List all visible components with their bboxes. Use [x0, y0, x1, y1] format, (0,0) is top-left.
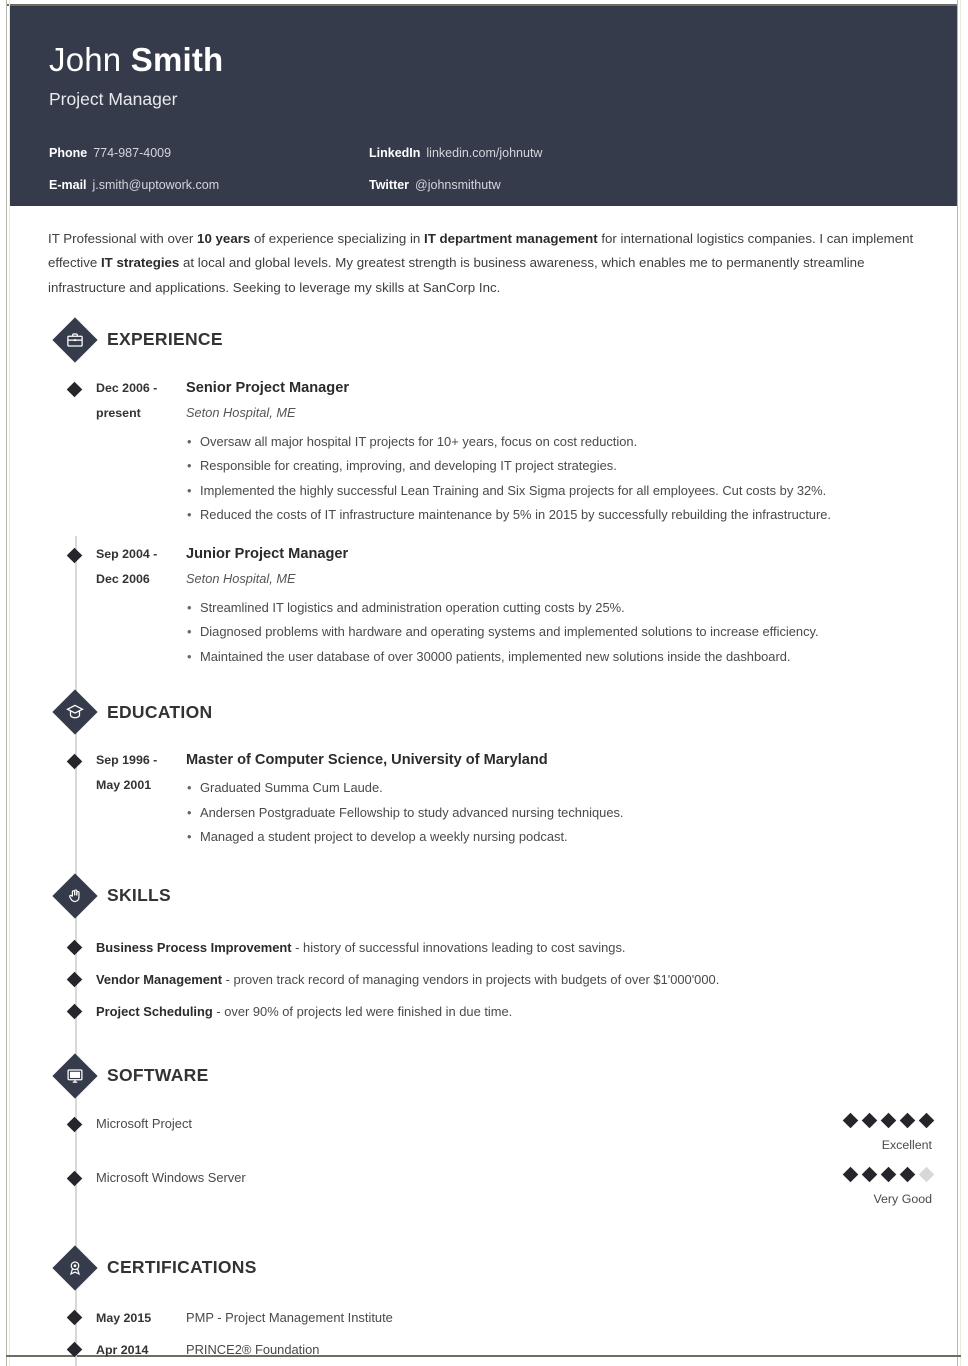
- education-degree: Master of Computer Science, University of Maryland: [186, 752, 548, 769]
- software-item: [54, 1114, 957, 1168]
- rating-diamonds: [732, 1168, 932, 1184]
- section-education: [10, 690, 957, 850]
- software-item: [54, 1168, 957, 1222]
- contact-phone: [49, 137, 219, 169]
- skill-item: [54, 964, 957, 996]
- award-ribbon-icon: [54, 1247, 96, 1289]
- list-item: • Streamlined IT logistics and administration operation cutting costs by 25%.: [186, 596, 957, 621]
- section-header-software: [54, 1054, 957, 1098]
- section-header-experience: [54, 318, 957, 362]
- skill-name: Business Process Improvement: [96, 940, 292, 956]
- experience-role: Senior Project Manager: [186, 379, 350, 396]
- skill-item: [54, 932, 957, 964]
- summary-part-3: for international logistics companies. I can implement effective: [48, 231, 914, 271]
- experience-organization: Seton Hospital, ME: [186, 570, 296, 586]
- professional-summary: [48, 227, 939, 300]
- rating-diamond-filled: [843, 1167, 859, 1183]
- skill-description: - history of successful innovations leading to cost savings.: [291, 940, 626, 956]
- timeline-node: [67, 1004, 83, 1020]
- certification-name: PMP - Project Management Institute: [186, 1310, 393, 1326]
- candidate-job-title: Project Manager: [49, 89, 178, 109]
- page-frame-right: [957, 0, 958, 1366]
- rating-diamonds: [732, 1114, 932, 1130]
- timeline-node: [67, 1117, 83, 1133]
- skill-description: - over 90% of projects led were finished in due time.: [212, 1004, 513, 1020]
- certification-name: PRINCE2® Foundation: [186, 1342, 320, 1358]
- contact-linkedin-value[interactable]: linkedin.com/johnutw: [426, 146, 543, 160]
- list-item: • Reduced the costs of IT infrastructure maintenance by 5% in 2015 by successfully rebuilding the infrastructure.: [186, 503, 957, 528]
- rating-label: Excellent: [881, 1137, 932, 1152]
- experience-date: [96, 376, 186, 528]
- list-item: • Responsible for creating, improving, and developing IT project strategies.: [186, 454, 957, 479]
- summary-bold-2: IT department management: [424, 231, 598, 246]
- section-header-certifications: [54, 1246, 957, 1290]
- timeline-node: [67, 972, 83, 988]
- list-item: • Oversaw all major hospital IT projects for 10+ years, focus on cost reduction.: [186, 430, 957, 455]
- timeline-node: [67, 1342, 83, 1358]
- timeline-node: [67, 754, 83, 770]
- rating-label: Very Good: [873, 1191, 932, 1206]
- section-header-skills: [54, 874, 957, 918]
- experience-date-line1: Sep 2004 -: [96, 546, 158, 561]
- software-name: Microsoft Project: [96, 1115, 192, 1131]
- contact-linkedin: [369, 137, 542, 169]
- section-title-education: EDUCATION: [107, 701, 213, 722]
- first-name: John: [49, 41, 122, 78]
- timeline-node: [67, 382, 83, 398]
- contact-email-label: E-mail: [49, 178, 87, 192]
- experience-entry: [54, 376, 957, 528]
- skill-name: Project Scheduling: [96, 1004, 213, 1020]
- rating-diamond-filled: [843, 1113, 859, 1129]
- list-item: • Diagnosed problems with hardware and operating systems and implemented solutions to increase efficiency.: [186, 620, 957, 645]
- certification-date: Apr 2014: [96, 1342, 149, 1357]
- software-rating: [732, 1168, 932, 1206]
- skill-item: [54, 996, 957, 1028]
- software-rating: [732, 1114, 932, 1152]
- list-item: • Andersen Postgraduate Fellowship to study advanced nursing techniques.: [186, 801, 957, 826]
- monitor-icon: [54, 1055, 96, 1097]
- timeline-node: [67, 548, 83, 564]
- graduation-cap-icon: [54, 691, 96, 733]
- resume-header: [10, 6, 957, 206]
- experience-entry: [54, 542, 957, 670]
- experience-date-line1: Dec 2006 -: [96, 380, 158, 395]
- skill-name: Vendor Management: [96, 972, 223, 988]
- rating-diamond-filled: [900, 1167, 916, 1183]
- contact-email: [49, 169, 219, 201]
- experience-date: [96, 542, 186, 670]
- list-item: • Graduated Summa Cum Laude.: [186, 776, 957, 801]
- rating-diamond-empty: [919, 1167, 935, 1183]
- rating-diamond-filled: [862, 1113, 878, 1129]
- timeline-node: [67, 1171, 83, 1187]
- page-frame-left: [6, 0, 7, 1366]
- rating-diamond-filled: [881, 1167, 897, 1183]
- education-date-line1: Sep 1996 -: [96, 753, 158, 768]
- summary-part-2: of experience specializing in: [250, 231, 424, 246]
- contact-column-right: [369, 137, 542, 201]
- section-title-skills: SKILLS: [107, 885, 172, 906]
- education-date-line2: May 2001: [96, 778, 152, 793]
- education-entry: [54, 748, 957, 850]
- section-experience: [10, 318, 957, 670]
- certification-item: [54, 1334, 957, 1366]
- experience-date-line2: Dec 2006: [96, 571, 150, 586]
- experience-date-line2: present: [96, 405, 141, 420]
- list-item: • Managed a student project to develop a weekly nursing podcast.: [186, 825, 957, 850]
- summary-part-1: IT Professional with over: [48, 231, 198, 246]
- resume-body: [10, 206, 957, 1366]
- contact-phone-label: Phone: [49, 146, 88, 160]
- contact-twitter: [369, 169, 542, 201]
- section-title-certifications: CERTIFICATIONS: [107, 1257, 257, 1278]
- experience-bullets: [186, 596, 957, 670]
- skill-text: [96, 940, 626, 955]
- skill-text: [96, 972, 719, 987]
- summary-bold-3: IT strategies: [100, 255, 180, 271]
- section-certifications: [10, 1246, 957, 1366]
- rating-diamond-filled: [919, 1113, 935, 1129]
- page-frame-right-inner: [960, 0, 961, 1366]
- list-item: • Implemented the highly successful Lean Training and Six Sigma projects for all employees. Cut costs by 32%.: [186, 479, 957, 504]
- experience-bullets: [186, 430, 957, 528]
- skill-description: - proven track record of managing vendors in projects with budgets of over $1'000'000.: [222, 972, 720, 988]
- education-bullets: [186, 776, 957, 850]
- hand-icon: [54, 875, 96, 917]
- skill-text: [96, 1004, 512, 1019]
- list-item: • Maintained the user database of over 30000 patients, implemented new solutions inside the dashboard.: [186, 645, 957, 670]
- section-header-education: [54, 690, 957, 734]
- section-skills: [10, 874, 957, 1028]
- briefcase-icon: [54, 319, 96, 361]
- certification-date: May 2015: [96, 1310, 152, 1325]
- experience-role: Junior Project Manager: [186, 545, 349, 562]
- summary-bold-1: 10 years: [197, 231, 251, 246]
- contact-email-value[interactable]: j.smith@uptowork.com: [92, 178, 220, 192]
- candidate-name: [49, 40, 957, 80]
- rating-diamond-filled: [900, 1113, 916, 1129]
- contact-twitter-label: Twitter: [369, 178, 410, 192]
- contact-column-left: [49, 137, 219, 201]
- contact-twitter-value[interactable]: @johnsmithutw: [415, 178, 501, 192]
- rating-diamond-filled: [881, 1113, 897, 1129]
- software-name: Microsoft Windows Server: [96, 1169, 246, 1185]
- experience-organization: Seton Hospital, ME: [186, 404, 296, 420]
- summary-part-4: at local and global levels. My greatest strength is business awareness, which enables me to permanently streamline infrastructure and applications. Seeking to leverage my skills at SanCorp Inc.: [48, 255, 865, 295]
- last-name: Smith: [130, 41, 224, 78]
- timeline-node: [67, 1310, 83, 1326]
- contact-linkedin-label: LinkedIn: [369, 146, 421, 160]
- education-date: [96, 748, 186, 850]
- contact-phone-value[interactable]: 774-987-4009: [93, 146, 172, 160]
- timeline-node: [67, 940, 83, 956]
- section-software: [10, 1054, 957, 1222]
- rating-diamond-filled: [862, 1167, 878, 1183]
- certification-item: [54, 1302, 957, 1334]
- section-title-experience: EXPERIENCE: [107, 329, 223, 350]
- section-title-software: SOFTWARE: [107, 1065, 209, 1086]
